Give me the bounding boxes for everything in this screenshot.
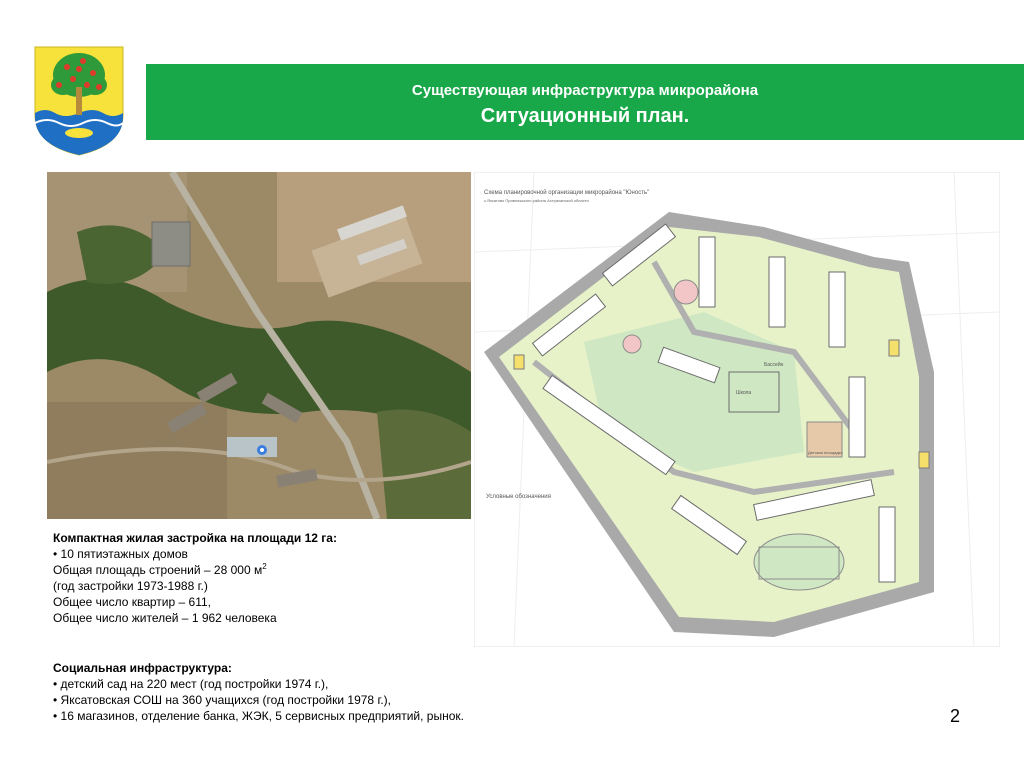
social-line: • Яксатовская СОШ на 360 учащихся (год постройки 1978 г.), [53, 693, 392, 707]
social-line: • детский сад на 220 мест (год постройки 1974 г.), [53, 677, 329, 691]
slide-subtitle: Ситуационный план. [480, 105, 690, 127]
plan-label-pool: Бассейн [764, 362, 784, 368]
plan-heading: Схема планировочной организации микрорайона "Юность" [484, 190, 650, 196]
social-infrastructure-info [53, 660, 464, 724]
housing-line: • 10 пятиэтажных домов [53, 547, 188, 561]
area-unit-superscript: 2 [262, 562, 267, 571]
housing-area-text: Общая площадь строений – 28 000 м [53, 563, 263, 577]
site-plan-map [474, 172, 1000, 647]
plan-subheading: с.Яксатово Приволжского района Астраханской области [484, 198, 589, 203]
social-line: • 16 магазинов, отделение банка, ЖЭК, 5 сервисных предприятий, рынок. [53, 709, 464, 723]
aerial-photo [47, 172, 471, 519]
housing-area-line [53, 562, 337, 578]
coat-of-arms-logo [33, 45, 125, 157]
plan-label-playground: Детская площадка [808, 450, 843, 455]
page-number: 2 [950, 706, 961, 726]
slide-title: Существующая инфраструктура микрорайона [411, 82, 759, 99]
housing-line: Общее число квартир – 611, [53, 595, 211, 609]
housing-heading: Компактная жилая застройка на площади 12 га: [53, 531, 337, 545]
social-heading: Социальная инфраструктура: [53, 661, 232, 675]
plan-label-school: Школа [736, 390, 752, 396]
housing-info [53, 530, 337, 626]
housing-line: Общее число жителей – 1 962 человека [53, 611, 277, 625]
housing-line: (год застройки 1973-1988 г.) [53, 579, 208, 593]
plan-legend-label: Условные обозначения [486, 494, 551, 500]
header-banner [146, 64, 1024, 140]
